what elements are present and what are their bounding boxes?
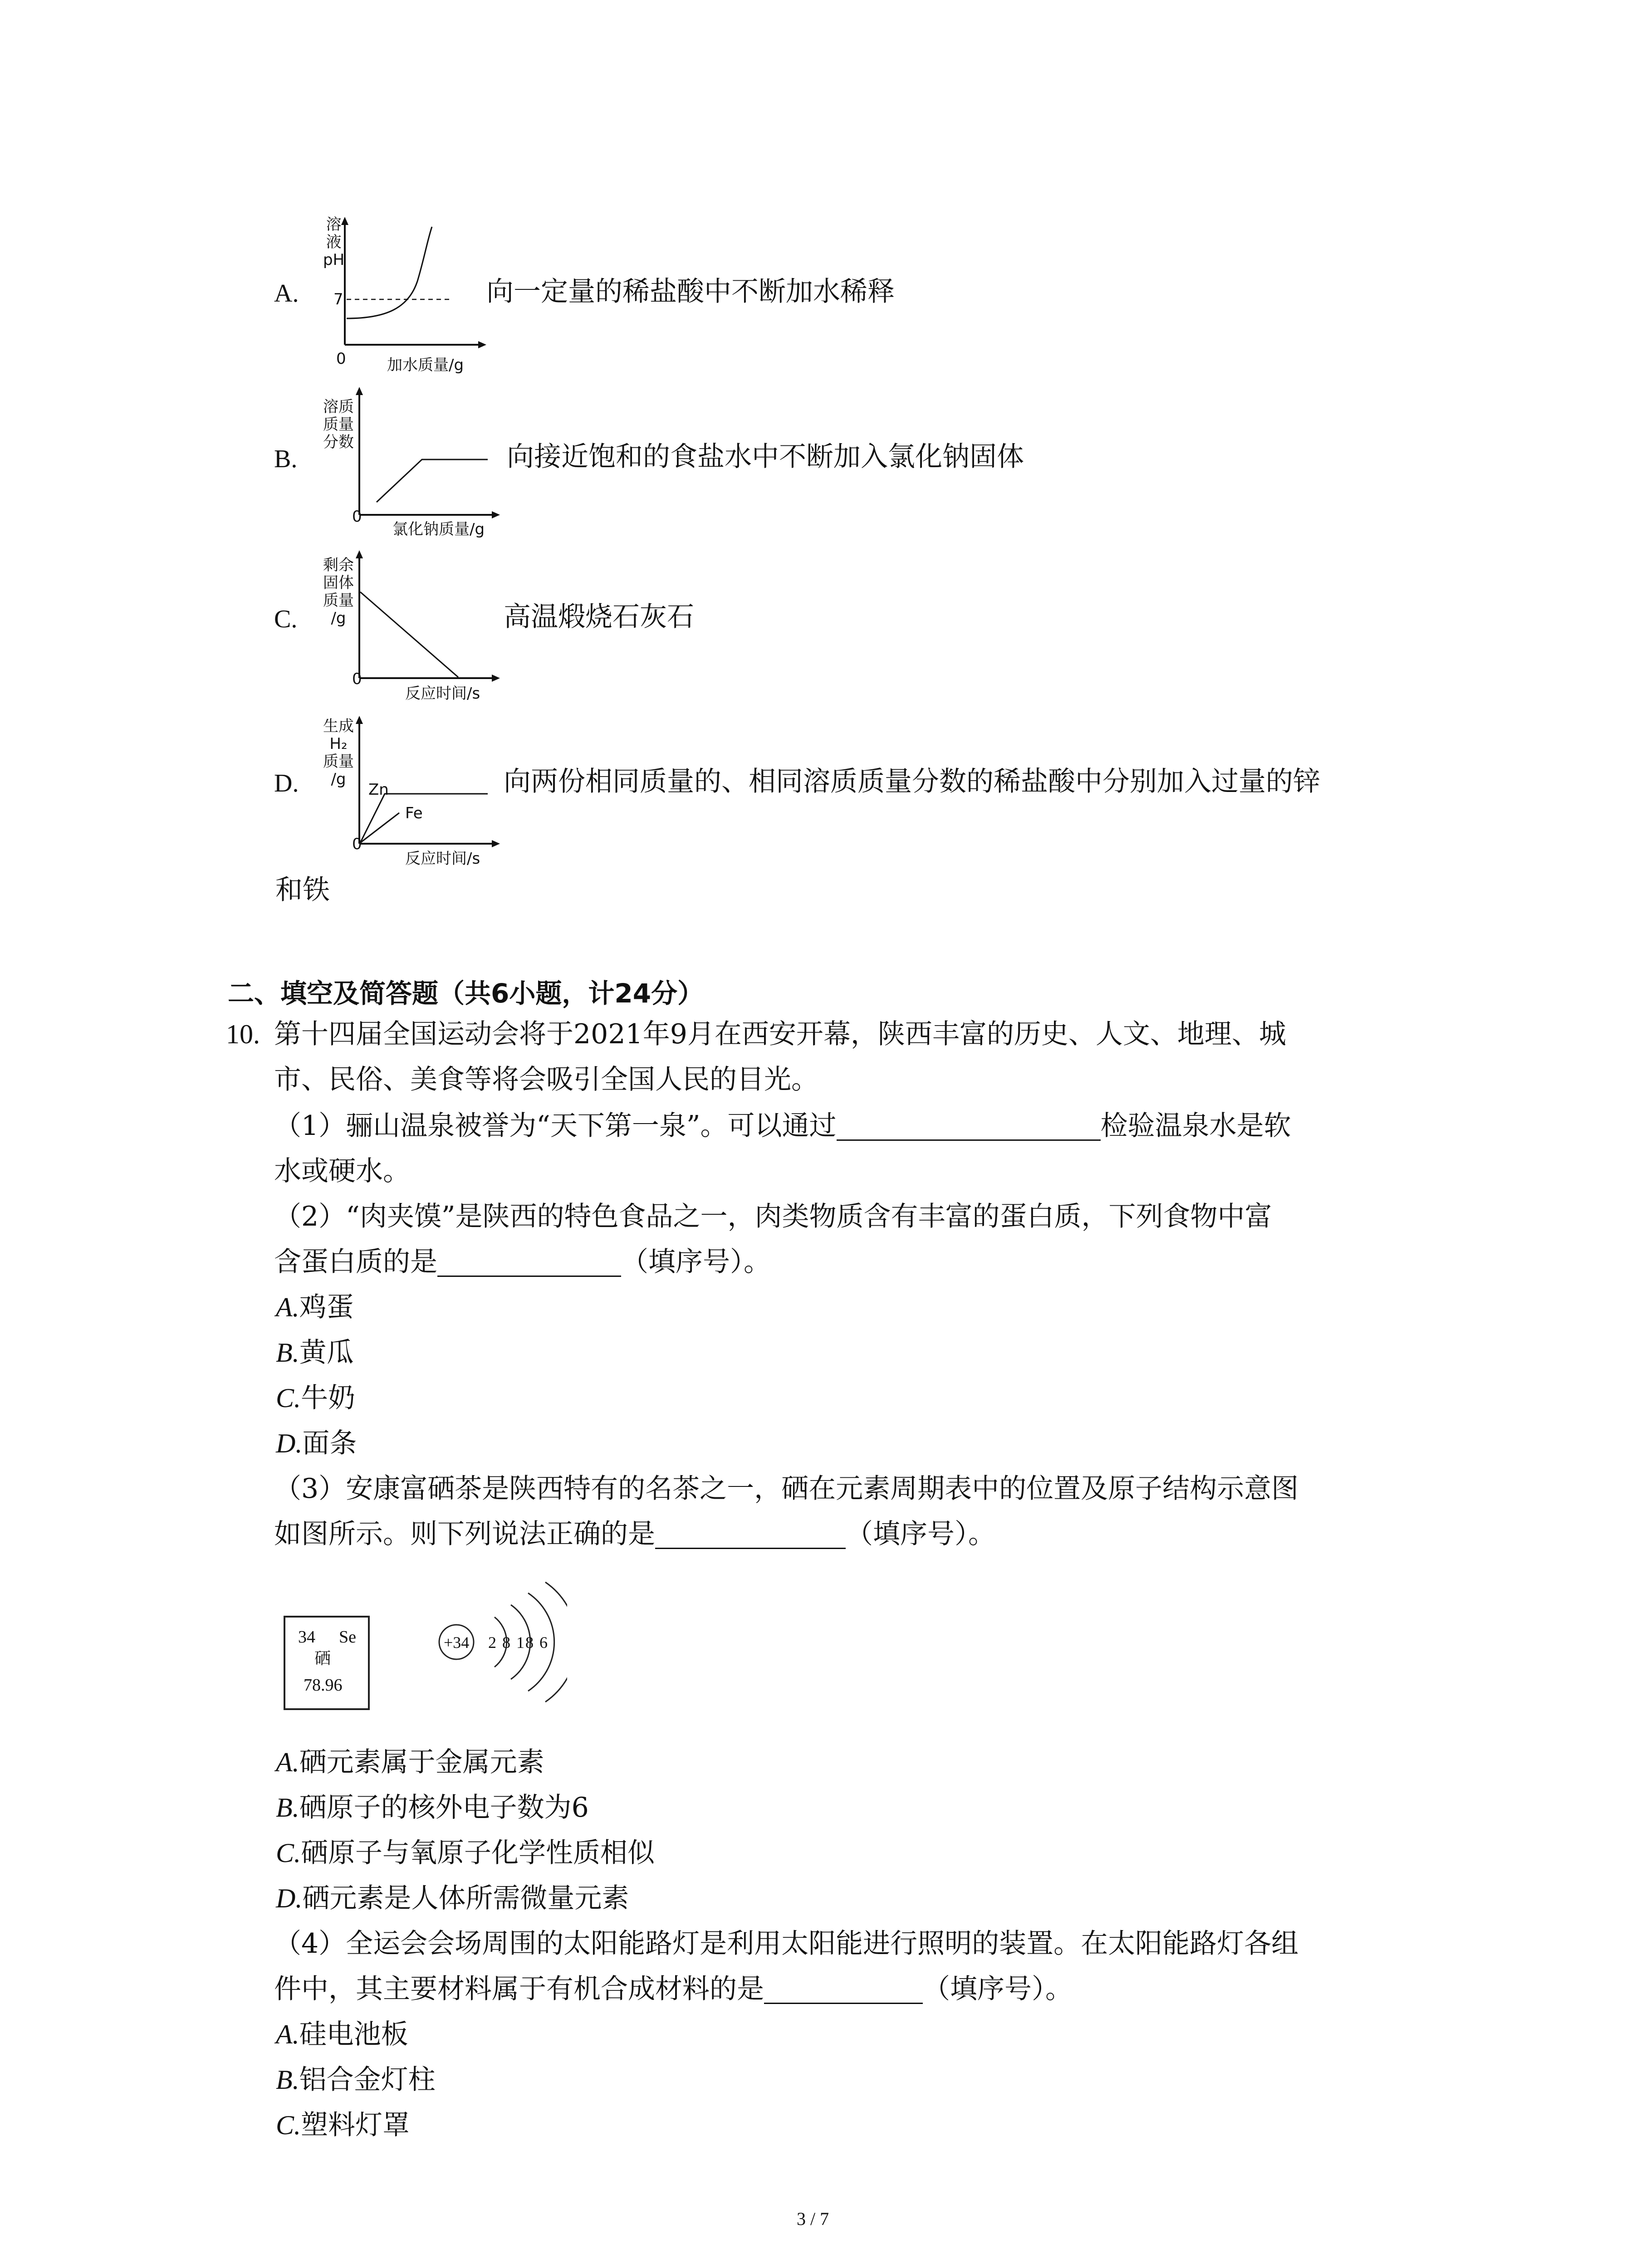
y-axis-arrow	[356, 716, 363, 724]
graph-d-description-cont: 和铁	[275, 874, 330, 906]
option-letter-d: D.	[274, 769, 299, 797]
q10-part4-line1: （4）全运会会场周围的太阳能路灯是利用太阳能进行照明的装置。在太阳能路灯各组	[274, 1928, 1299, 1960]
graph-c-xlabel: 反应时间/s	[405, 684, 480, 703]
answer-blank-1[interactable]	[837, 1112, 1101, 1141]
mass-line	[360, 592, 458, 677]
p4-option-a: A.硅电池板	[276, 2019, 408, 2050]
zn-label: Zn	[368, 781, 389, 799]
option-letter-b: B.	[274, 445, 298, 473]
electron-shells: 2 8 18 6	[488, 1633, 549, 1652]
x-axis-arrow	[492, 511, 500, 518]
p4-option-b: B.铝合金灯柱	[276, 2064, 436, 2096]
p2-option-d: D.面条	[276, 1427, 357, 1459]
ph-curve	[347, 227, 432, 318]
graph-c-description: 高温煅烧石灰石	[504, 601, 694, 633]
element-card	[284, 1616, 370, 1710]
graph-d-description: 向两份相同质量的、相同溶质质量分数的稀盐酸中分别加入过量的锌	[504, 766, 1320, 797]
atomic-mass: 78.96	[304, 1676, 343, 1695]
option-letter-a: A.	[274, 279, 299, 308]
p3-option-c: C.硒原子与氧原子化学性质相似	[276, 1837, 655, 1869]
q10-intro-line2: 市、民俗、美食等将会吸引全国人民的目光。	[274, 1064, 818, 1095]
graph-b-origin: 0	[352, 508, 362, 526]
zn-line	[360, 794, 488, 843]
graph-b-description: 向接近饱和的食盐水中不断加入氯化钠固体	[507, 441, 1024, 473]
graph-b-ylabel: 溶质 质量 分数	[323, 398, 354, 452]
x-axis-arrow	[478, 341, 486, 348]
x-axis-arrow	[492, 840, 500, 847]
q10-part2-line2: 含蛋白质的是 （填序号）。	[274, 1246, 771, 1278]
p2-option-b: B.黄瓜	[276, 1337, 354, 1369]
element-symbol: Se	[339, 1628, 356, 1647]
graph-c-origin: 0	[352, 670, 362, 688]
q10-part1-line2: 水或硬水。	[274, 1155, 410, 1187]
q10-part4-line2: 件中，其主要材料属于有机合成材料的是 （填序号）。	[274, 1973, 1073, 2005]
atomic-number: 34	[298, 1628, 315, 1647]
fraction-line	[377, 459, 488, 502]
x-axis-arrow	[492, 675, 500, 682]
fe-label: Fe	[405, 804, 423, 822]
graph-a-ylabel: 溶 液 pH	[323, 215, 345, 269]
p2-option-a: A.鸡蛋	[276, 1291, 354, 1323]
p2-option-c: C.牛奶	[276, 1382, 356, 1414]
fe-line	[360, 813, 399, 843]
nucleus-charge: +34	[444, 1633, 470, 1652]
option-letter-c: C.	[274, 605, 298, 633]
y-axis-arrow	[356, 387, 363, 395]
graph-a-description: 向一定量的稀盐酸中不断加水稀释	[486, 276, 895, 308]
graph-b-xlabel: 氯化钠质量/g	[392, 520, 485, 538]
p3-option-b: B.硒原子的核外电子数为6	[276, 1792, 589, 1823]
q10-part2-line1: （2）“肉夹馍”是陕西的特色食品之一，肉类物质含有丰富的蛋白质，下列食物中富	[274, 1201, 1272, 1232]
question-number: 10.	[226, 1019, 260, 1049]
q10-intro-line1: 第十四届全国运动会将于2021年9月在西安开幕，陕西丰富的历史、人文、地理、城	[274, 1018, 1286, 1050]
graph-a-origin: 0	[336, 350, 346, 368]
shell-4	[545, 1582, 567, 1702]
graph-a-ytick: 7	[333, 290, 343, 308]
graph-c-ylabel: 剩余 固体 质量 /g	[323, 556, 354, 628]
graph-d-xlabel: 反应时间/s	[405, 850, 480, 868]
element-name: 硒	[314, 1649, 331, 1668]
answer-blank-2[interactable]	[437, 1248, 621, 1277]
p3-option-a: A.硒元素属于金属元素	[276, 1746, 544, 1778]
section-heading: 二、填空及简答题（共6小题，计24分）	[228, 978, 704, 1009]
graph-d-ylabel: 生成 H₂ 质量 /g	[323, 717, 354, 789]
graph-d-origin: 0	[352, 835, 362, 853]
q10-part3-line2: 如图所示。则下列说法正确的是 （填序号）。	[274, 1518, 995, 1550]
page-number: 3 / 7	[797, 2209, 829, 2229]
q10-part1: （1）骊山温泉被誉为“天下第一泉”。可以通过 检验温泉水是软	[274, 1110, 1291, 1142]
p3-option-d: D.硒元素是人体所需微量元素	[276, 1882, 629, 1914]
q10-part3-line1: （3）安康富硒茶是陕西特有的名茶之一，硒在元素周期表中的位置及原子结构示意图	[274, 1473, 1299, 1505]
p4-option-c: C.塑料灯罩	[276, 2109, 410, 2141]
y-axis-arrow	[356, 550, 363, 558]
graph-a-xlabel: 加水质量/g	[387, 356, 464, 374]
answer-blank-4[interactable]	[764, 1975, 923, 2004]
answer-blank-3[interactable]	[655, 1520, 846, 1549]
